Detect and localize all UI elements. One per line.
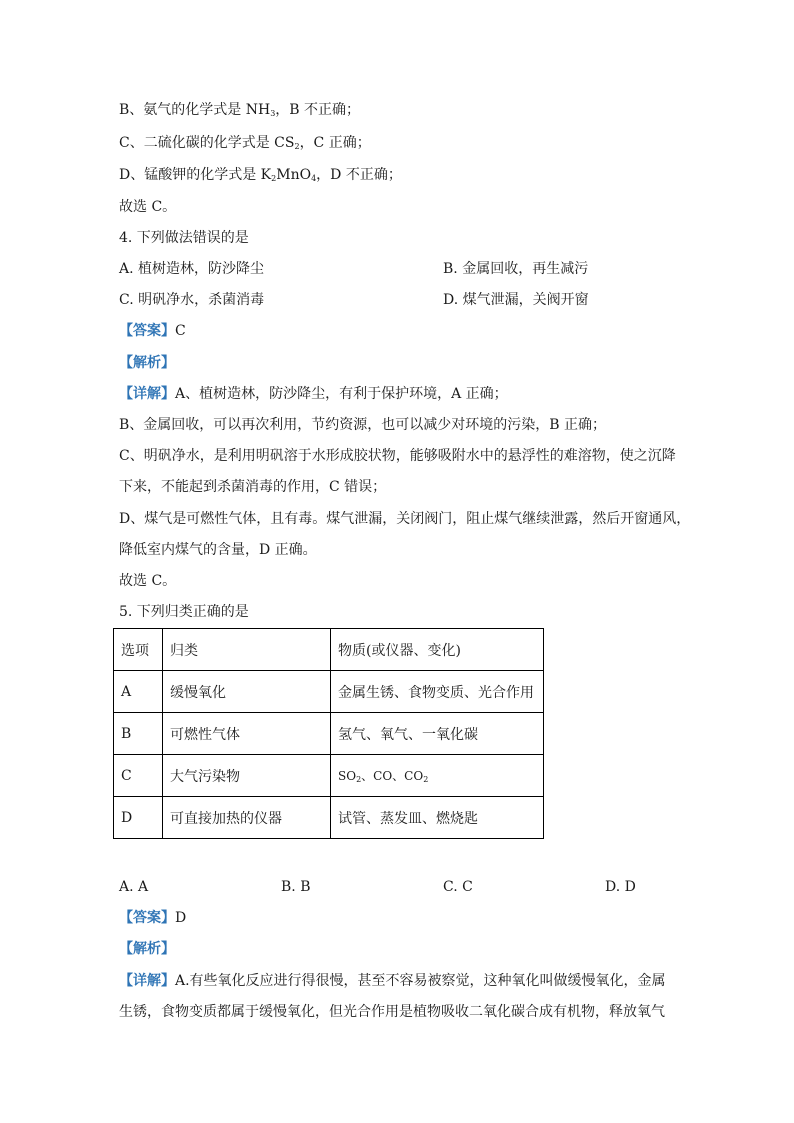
table-cell-items: 金属生锈、食物变质、光合作用	[331, 671, 544, 713]
table-cell-items: 氢气、氧气、一氧化碳	[331, 713, 544, 755]
table-cell-option: C	[114, 755, 163, 797]
table-header-cell: 物质(或仪器、变化)	[331, 629, 544, 671]
q4-option-b: B. 金属回收，再生减污	[443, 261, 589, 277]
table-cell-category: 可燃性气体	[163, 713, 331, 755]
q5-option-c: C. C	[443, 879, 473, 895]
q5-option-b: B. B	[281, 879, 311, 895]
table-row	[114, 755, 544, 797]
q4-detail-line: 下来，不能起到杀菌消毒的作用，C 错误；	[119, 479, 387, 495]
q5-option-d: D. D	[605, 879, 636, 895]
q3-analysis-b: B、氨气的化学式是 $NH_3$，B 不正确；	[119, 102, 361, 118]
q4-detail-line: C、明矾净水，是利用明矾溶于水形成胶状物，能够吸附水中的悬浮性的难溶物，使之沉降	[119, 448, 676, 464]
classification-table	[113, 628, 544, 839]
q3-analysis-d: D、锰酸钾的化学式是 $K_2MnO_4$，D 不正确；	[119, 167, 402, 183]
table-cell-items: 试管、蒸发皿、燃烧匙	[331, 797, 544, 839]
table-cell-category: 可直接加热的仪器	[163, 797, 331, 839]
table-cell-items: $SO_2$、CO、$CO_2$	[331, 755, 544, 797]
table-cell-option: D	[114, 797, 163, 839]
table-cell-category: 缓慢氧化	[163, 671, 331, 713]
q4-detail-line: B、金属回收，可以再次利用，节约资源，也可以减少对环境的污染，B 正确；	[119, 417, 607, 433]
q4-stem: 4. 下列做法错误的是	[119, 230, 249, 246]
q5-stem: 5. 下列归类正确的是	[119, 604, 249, 620]
q5-analysis-heading: 【解析】	[119, 941, 175, 957]
table-row	[114, 797, 544, 839]
q4-analysis-heading: 【解析】	[119, 355, 175, 371]
q4-conclusion: 故选 C。	[119, 573, 177, 589]
table-cell-option: B	[114, 713, 163, 755]
q3-analysis-c: C、二硫化碳的化学式是 $CS_2$，C 正确；	[119, 135, 371, 151]
q4-option-d: D. 煤气泄漏，关阀开窗	[443, 292, 589, 308]
q5-option-a: A. A	[119, 879, 149, 895]
q5-detail-line: 【详解】A.有些氧化反应进行得很慢，甚至不容易被察觉，这种氧化叫做缓慢氧化，金属	[119, 973, 666, 989]
q4-option-c: C. 明矾净水，杀菌消毒	[119, 292, 265, 308]
table-row	[114, 713, 544, 755]
table-header-cell: 选项	[114, 629, 163, 671]
q3-conclusion: 故选 C。	[119, 199, 177, 215]
q4-detail-line: 【详解】A、植树造林，防沙降尘，有利于保护环境，A 正确；	[119, 386, 508, 402]
table-header-cell: 归类	[163, 629, 331, 671]
q4-detail-line: 降低室内煤气的含量，D 正确。	[119, 542, 317, 558]
q4-detail-line: D、煤气是可燃性气体，且有毒。煤气泄漏，关闭阀门，阻止煤气继续泄露，然后开窗通风，	[119, 511, 691, 527]
table-cell-category: 大气污染物	[163, 755, 331, 797]
q4-option-a: A. 植树造林，防沙降尘	[119, 261, 265, 277]
q5-answer: 【答案】D	[119, 910, 187, 926]
q5-detail-line: 生锈，食物变质都属于缓慢氧化，但光合作用是植物吸收二氧化碳合成有机物，释放氧气	[119, 1004, 665, 1020]
table-row	[114, 671, 544, 713]
q4-answer: 【答案】C	[119, 323, 186, 339]
table-cell-option: A	[114, 671, 163, 713]
table-header-row	[114, 629, 544, 671]
